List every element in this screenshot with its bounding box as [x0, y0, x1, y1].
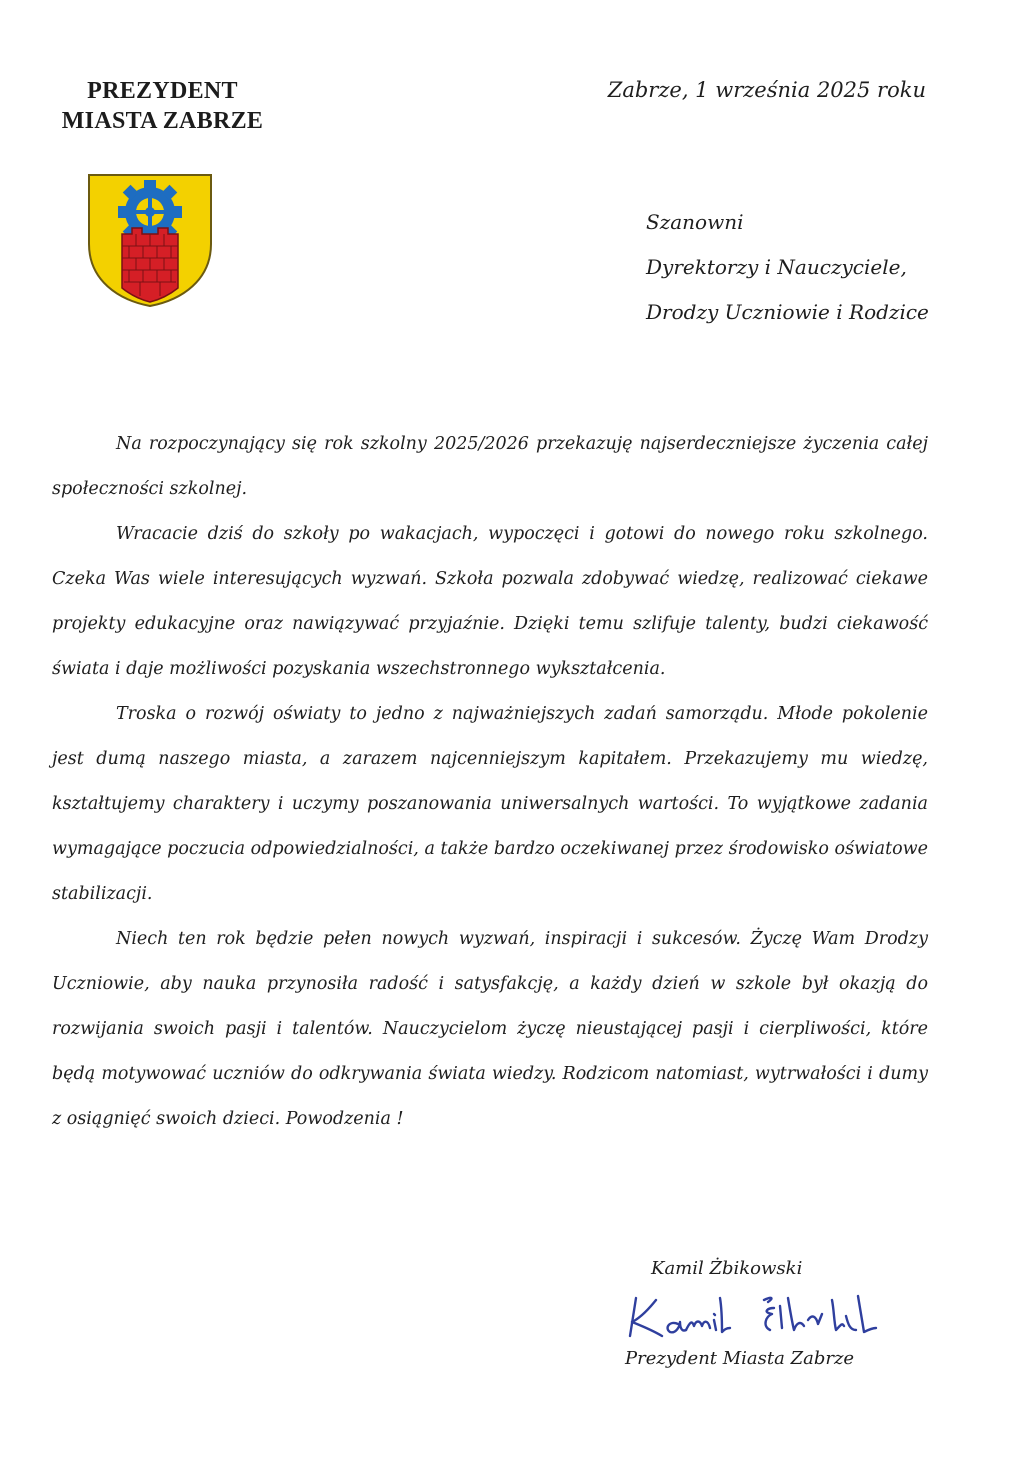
body-paragraph-2: Wracacie dziś do szkoły po wakacjach, wypoczęci i gotowi do nowego roku szkolnego. Czeka Was wiele interesujących wyzwań. Szkoła pozwala zdobywać wiedzę, realizować ciekawe projekty edukacyjne oraz nawiązywać przyjaźnie. Dzięki temu szlifuje talenty, budzi ciekawość świata i daje możliwości pozyskania wszechstronnego wykształcenia. — [52, 524, 928, 679]
signer-name: Kamil Żbikowski — [651, 1258, 803, 1279]
salutation-line1: Szanowni — [646, 210, 744, 234]
body-paragraph-4: Niech ten rok będzie pełen nowych wyzwań, inspiracji i sukcesów. Życzę Wam Drodzy Uczniowie, aby nauka przynosiła radość i satysfakcję, a każdy dzień w szkole był okazją do rozwijania swoich pasji i talentów. Nauczycielom życzę nieustającej pasji i cierpliwości, które będą motywować uczniów do odkrywania świata wiedzy. Rodzicom natomiast, wytrwałości i dumy z osiągnięć swoich dzieci. Powodzenia ! — [52, 929, 928, 1129]
signer-title: Prezydent Miasta Zabrze — [625, 1348, 855, 1369]
letter-body — [52, 422, 928, 1142]
salutation — [646, 200, 929, 335]
letter-date: Zabrze, 1 września 2025 roku — [607, 78, 926, 102]
office-title-line2: MIASTA ZABRZE — [61, 108, 264, 134]
salutation-line2: Dyrektorzy i Nauczyciele, — [646, 255, 907, 279]
body-paragraph-1: Na rozpoczynający się rok szkolny 2025/2026 przekazuję najserdeczniejsze życzenia całej społeczności szkolnej. — [52, 434, 928, 499]
salutation-line3: Drodzy Uczniowie i Rodzice — [646, 300, 929, 324]
office-title-line1: PREZYDENT — [87, 78, 238, 104]
body-paragraph-3: Troska o rozwój oświaty to jedno z najważniejszych zadań samorządu. Młode pokolenie jest dumą naszego miasta, a zarazem najcenniejszym kapitałem. Przekazujemy mu wiedzę, kształtujemy charaktery i uczymy poszanowania uniwersalnych wartości. To wyjątkowe zadania wymagające poczucia odpowiedzialności, a także bardzo oczekiwanej przez środowisko oświatowe stabilizacji. — [52, 704, 928, 904]
handwritten-signature — [622, 1286, 880, 1346]
office-header — [40, 76, 285, 136]
coat-of-arms-icon — [86, 172, 214, 308]
